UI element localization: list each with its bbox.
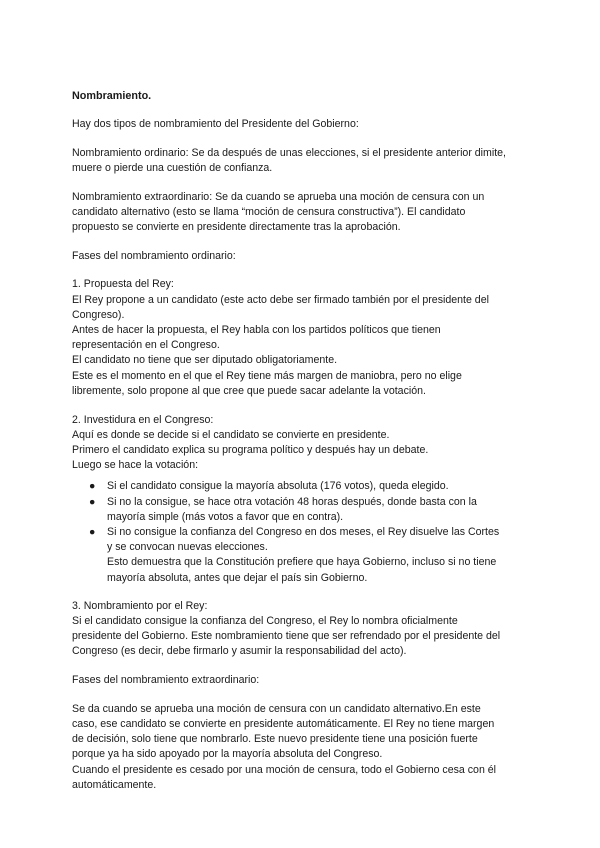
text-line: Congreso (es decir, debe firmarlo y asumir la responsabilidad del acto). xyxy=(72,645,407,658)
fases-ordinario-title: Fases del nombramiento ordinario: xyxy=(72,249,236,262)
text-line: propuesto se convierte en presidente directamente tras la aprobación. xyxy=(72,221,401,234)
text-line: porque ya ha sido apoyado por la mayoría absoluta del Congreso. xyxy=(72,748,383,761)
bullet-icon: ● xyxy=(89,480,96,493)
text-line: caso, ese candidato se convierte en presidente automáticamente. El Rey no tiene margen xyxy=(72,718,495,730)
fase-2-title: 2. Investidura en el Congreso: xyxy=(72,413,214,426)
text-line: Antes de hacer la propuesta, el Rey habla con los partidos políticos que tienen xyxy=(72,324,441,337)
text-line: Si no consigue la confianza del Congreso en dos meses, el Rey disuelve las Cortes xyxy=(107,525,500,538)
text-line: Primero el candidato explica su programa político y después hay un debate. xyxy=(72,443,429,456)
text-line: automáticamente. xyxy=(72,778,157,791)
text-line: Aquí es donde se decide si el candidato se convierte en presidente. xyxy=(72,428,390,441)
text-line: mayoría absoluta, antes que dejar el país sin Gobierno. xyxy=(107,571,368,584)
list-item xyxy=(89,479,534,494)
text-line: muere o pierde una cuestión de confianza. xyxy=(72,161,273,174)
text-line: El Rey propone a un candidato (este acto debe ser firmado también por el presidente del xyxy=(72,293,489,306)
document-body xyxy=(72,89,534,807)
fases-extraordinario-title: Fases del nombramiento extraordinario: xyxy=(72,674,260,687)
intro-paragraph: Hay dos tipos de nombramiento del Presidente del Gobierno: xyxy=(72,118,359,130)
text-line: y se convocan nuevas elecciones. xyxy=(107,541,268,554)
text-line: Luego se hace la votación: xyxy=(72,459,199,472)
text-line: Este es el momento en el que el Rey tiene más margen de maniobra, pero no elige xyxy=(72,369,462,382)
list-item xyxy=(89,525,534,586)
text-line: mayoría simple (más votos a favor que en contra). xyxy=(107,510,344,523)
text-line: Si el candidato consigue la mayoría absoluta (176 votos), queda elegido. xyxy=(107,480,449,493)
fase-3-section xyxy=(72,599,534,660)
text-line: Nombramiento extraordinario: Se da cuando se aprueba una moción de censura con un xyxy=(72,190,485,203)
extraordinario-fases-paragraph xyxy=(72,702,534,793)
text-line: Si el candidato consigue la confianza del Congreso, el Rey lo nombra oficialmente xyxy=(72,614,458,627)
list-item xyxy=(89,495,534,525)
text-line: Cuando el presidente es cesado por una moción de censura, todo el Gobierno cesa con él xyxy=(72,763,497,776)
text-line: Esto demuestra que la Constitución prefiere que haya Gobierno, incluso si no tiene xyxy=(107,556,497,569)
text-line: de decisión, solo tiene que nombrarlo. Este nuevo presidente tiene una posición fuerte xyxy=(72,733,478,746)
text-line: Nombramiento ordinario: Se da después de unas elecciones, si el presidente anterior dimite, xyxy=(72,146,506,159)
document-heading: Nombramiento. xyxy=(72,90,152,102)
fase-2-section xyxy=(72,413,534,474)
bullet-icon: ● xyxy=(89,495,96,508)
fase-3-title: 3. Nombramiento por el Rey: xyxy=(72,599,208,612)
text-line: El candidato no tiene que ser diputado obligatoriamente. xyxy=(72,354,338,367)
text-line: candidato alternativo (esto se llama “moción de censura constructiva”). El candidato xyxy=(72,205,466,218)
text-line: libremente, solo propone al que cree que puede sacar adelante la votación. xyxy=(72,384,426,397)
fase-1-title: 1. Propuesta del Rey: xyxy=(72,278,174,291)
text-line: Congreso). xyxy=(72,308,125,321)
ordinario-paragraph xyxy=(72,146,534,176)
text-line: Si no la consigue, se hace otra votación 48 horas después, donde basta con la xyxy=(107,495,477,508)
fase-1-section xyxy=(72,277,534,399)
text-line: representación en el Congreso. xyxy=(72,339,220,352)
text-line: Se da cuando se aprueba una moción de censura con un candidato alternativo.En este xyxy=(72,702,481,715)
bullet-icon: ● xyxy=(89,525,96,538)
text-line: presidente del Gobierno. Este nombramiento tiene que ser refrendado por el presidente del xyxy=(72,630,501,643)
extraordinario-paragraph xyxy=(72,190,534,236)
votacion-list xyxy=(72,479,534,585)
